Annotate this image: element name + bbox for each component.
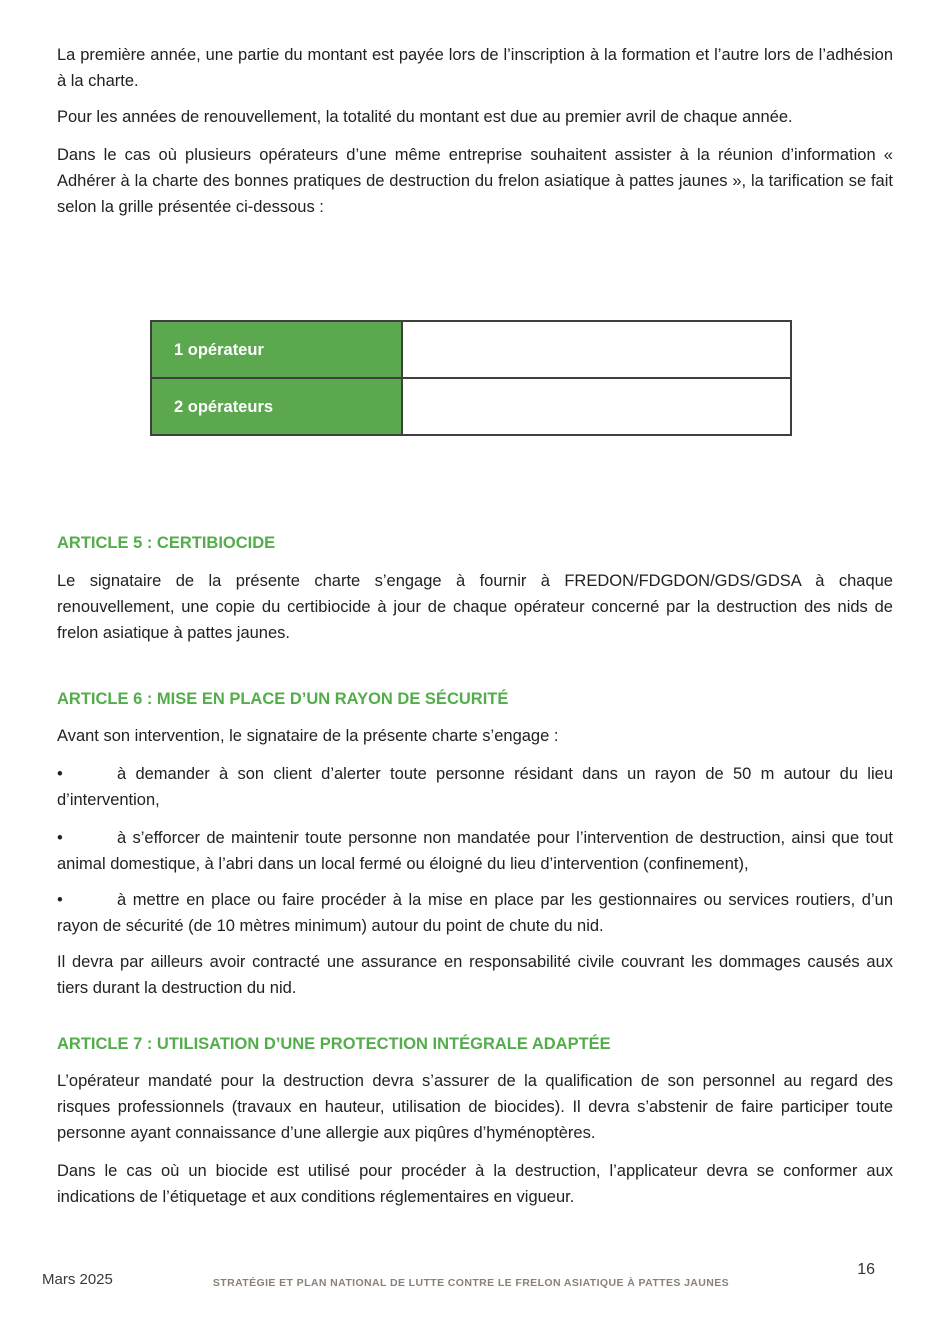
intro-paragraph-2: Pour les années de renouvellement, la totalité du montant est due au premier avril de chaque année. xyxy=(57,108,793,126)
article-5-paragraph: Le signataire de la présente charte s’engage à fournir à FREDON/FDGDON/GDS/GDSA à chaque renouvellement, une copie du certibiocide à jour de chaque opérateur concerné par la destruction des nids de frelon asiatique à pattes jaunes. xyxy=(57,572,893,642)
bullet-text: à mettre en place ou faire procéder à la mise en place par les gestionnaires ou services routiers, d’un rayon de sécurité (de 10 mètres minimum) autour du point de chute du nid. xyxy=(57,891,893,935)
footer-date: Mars 2025 xyxy=(42,1271,113,1288)
price-value-cell xyxy=(402,378,791,435)
article-5-title: ARTICLE 5 : CERTIBIOCIDE xyxy=(57,534,276,552)
pricing-table-row xyxy=(151,321,791,378)
article-7-title: ARTICLE 7 : UTILISATION D’UNE PROTECTION INTÉGRALE ADAPTÉE xyxy=(57,1035,611,1053)
operator-count-cell: 2 opérateurs xyxy=(151,378,402,435)
page-number: 16 xyxy=(857,1261,875,1278)
article-6-intro: Avant son intervention, le signataire de la présente charte s’engage : xyxy=(57,727,559,745)
article-6-title: ARTICLE 6 : MISE EN PLACE D’UN RAYON DE SÉCURITÉ xyxy=(57,690,509,708)
page-content xyxy=(57,42,893,1210)
article-6-bullet-1 xyxy=(57,761,893,813)
bullet-text: à demander à son client d’alerter toute personne résidant dans un rayon de 50 m autour du lieu d’intervention, xyxy=(57,765,893,809)
article-6-bullet-3 xyxy=(57,887,893,939)
article-7-paragraph-2: Dans le cas où un biocide est utilisé pour procéder à la destruction, l’applicateur devra se conformer aux indications de l’étiquetage et aux conditions réglementaires en vigueur. xyxy=(57,1162,893,1206)
footer-document-title: STRATÉGIE ET PLAN NATIONAL DE LUTTE CONTRE LE FRELON ASIATIQUE À PATTES JAUNES xyxy=(212,1277,730,1289)
bullet-icon: • xyxy=(57,765,63,783)
intro-paragraph-3: Dans le cas où plusieurs opérateurs d’une même entreprise souhaitent assister à la réunion d’information « Adhérer à la charte des bonnes pratiques de destruction du frelon asiatique à pattes jaunes », la tarification se fait selon la grille présentée ci-dessous : xyxy=(57,146,893,216)
operator-count-cell: 1 opérateur xyxy=(151,321,402,378)
article-7-paragraph-1: L’opérateur mandaté pour la destruction devra s’assurer de la qualification de son personnel au regard des risques professionnels (travaux en hauteur, utilisation de biocides). Il devra s’abstenir de faire participer toute personne ayant connaissance d’une allergie aux piqûres d’hyménoptères. xyxy=(57,1072,893,1142)
intro-paragraph-1: La première année, une partie du montant est payée lors de l’inscription à la formation et l’autre lors de l’adhésion à la charte. xyxy=(57,46,893,90)
price-value-cell xyxy=(402,321,791,378)
bullet-text: à s’efforcer de maintenir toute personne non mandatée pour l’intervention de destruction, ainsi que tout animal domestique, à l’abri dans un local fermé ou éloigné du lieu d’intervention (confinement), xyxy=(57,829,893,873)
bullet-icon: • xyxy=(57,829,63,847)
pricing-table xyxy=(150,320,792,436)
article-6-outro: Il devra par ailleurs avoir contracté une assurance en responsabilité civile couvrant les dommages causés aux tiers durant la destruction du nid. xyxy=(57,953,893,997)
pricing-table-row xyxy=(151,378,791,435)
article-6-bullet-2 xyxy=(57,825,893,877)
bullet-icon: • xyxy=(57,891,63,909)
